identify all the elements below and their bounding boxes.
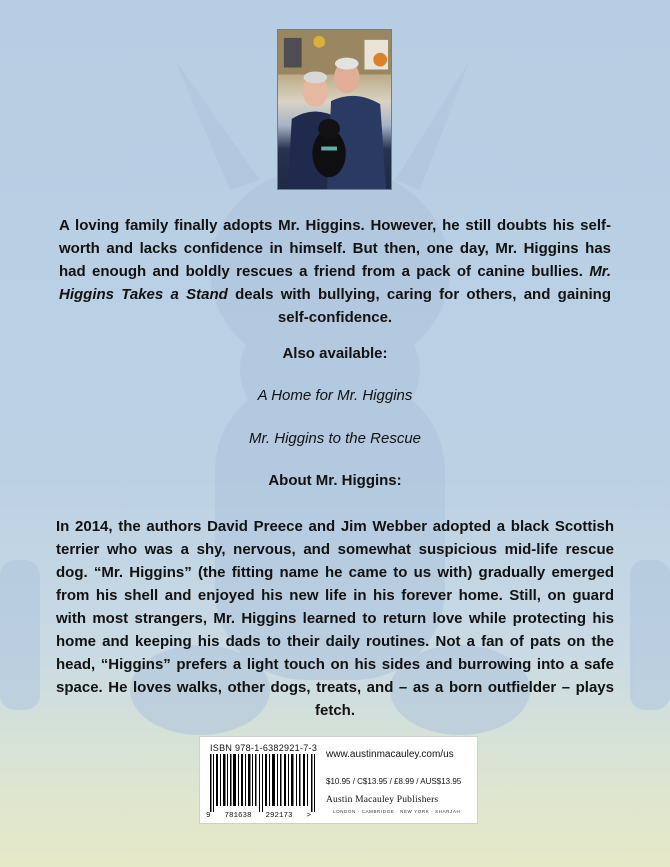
barcode-digits — [206, 812, 325, 820]
barcode-digit-group: 9 — [206, 812, 211, 820]
also-available-title-2: Mr. Higgins to the Rescue — [248, 430, 422, 447]
publisher-name: Austin Macauley Publishers — [326, 795, 439, 805]
about-text: In 2014, the authors David Preece and Jim Webber adopted a black Scottish terrier who was a shy, nervous, and somewhat suspicious mid-life rescue dog. “Mr. Higgins” (the fitting name he came to us with) gradually emerged from his shell and enjoyed his new life in his forever home. Still, on guard with most strangers, Mr. Higgins learned to return love while protecting his home and keeping his dads to their daily routines. Not a fan of pats on the head, “Higgins” prefers a light touch on his sides and burrowing into a safe space. He loves walks, other dogs, treats, and – as a born outfielder – plays fetch. — [56, 518, 614, 719]
barcode-digit-group: 781638 — [224, 812, 252, 820]
about-heading: About Mr. Higgins: — [268, 472, 402, 489]
barcode-icon — [208, 754, 318, 812]
price-list: $10.95 / C$13.95 / £8.99 / AUS$13.95 — [326, 777, 462, 786]
authors-photo — [277, 29, 392, 190]
isbn-barcode-panel — [199, 736, 478, 824]
isbn-number: ISBN 978-1-6382921-7-3 — [210, 743, 318, 753]
book-description — [59, 214, 611, 329]
barcode-digit-group: 292173 — [265, 812, 293, 820]
publisher-url: www.austinmacauley.com/us — [326, 749, 454, 760]
also-available-title-1: A Home for Mr. Higgins — [257, 387, 413, 404]
barcode-digit-group: > — [306, 812, 312, 820]
description-text-start: A loving family finally adopts Mr. Higgins. However, he still doubts his self-worth and lacks confidence in himself. But then, one day, Mr. Higgins has had enough and boldly rescues a friend from a pack of canine bullies. — [59, 217, 611, 280]
description-text-end: deals with bullying, caring for others, and gaining self-confidence. — [227, 286, 611, 326]
publisher-cities: LONDON · CAMBRIDGE · NEW YORK · SHARJAH — [333, 809, 461, 814]
also-available-heading: Also available: — [282, 345, 388, 362]
book-title: Mr. Higgins Takes a Stand — [59, 263, 611, 303]
